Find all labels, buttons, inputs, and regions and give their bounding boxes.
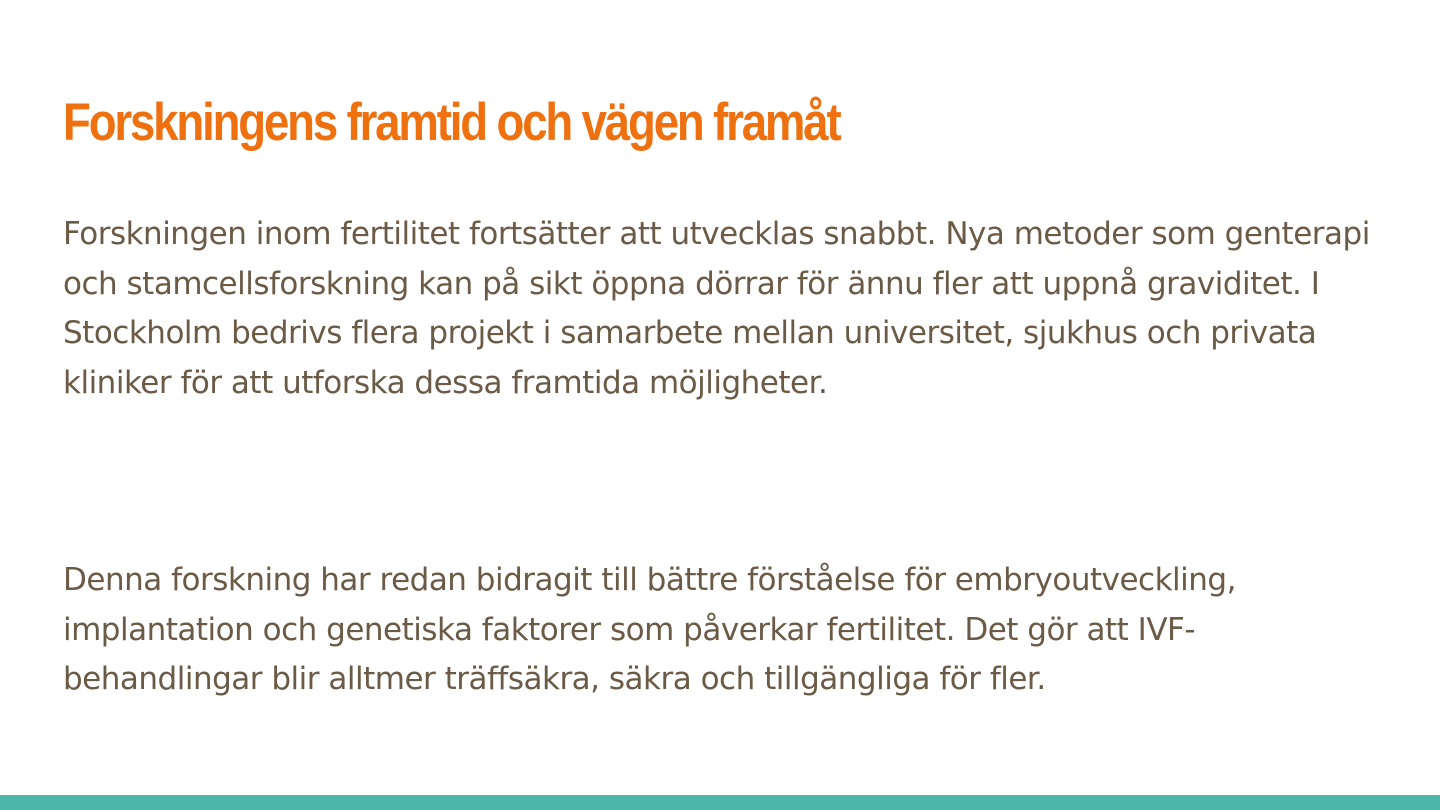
slide-title: Forskningens framtid och vägen framåt <box>63 93 840 152</box>
body-paragraph-2: Denna forskning har redan bidragit till bättre förståelse för embryoutveckling, implantation och genetiska faktorer som påverkar fertilitet. Det gör att IVF-behandlingar blir alltmer träffsäkra, säkra och tillgängliga för fler. <box>63 562 1236 697</box>
footer-accent-bar <box>0 795 1440 810</box>
body-paragraph-1: Forskningen inom fertilitet fortsätter att utvecklas snabbt. Nya metoder som genterapi och stamcellsforskning kan på sikt öppna dörrar för ännu fler att uppnå graviditet. I Stockholm bedrivs flera projekt i samarbete mellan universitet, sjukhus och privata kliniker för att utforska dessa framtida möjligheter. <box>63 216 1370 401</box>
